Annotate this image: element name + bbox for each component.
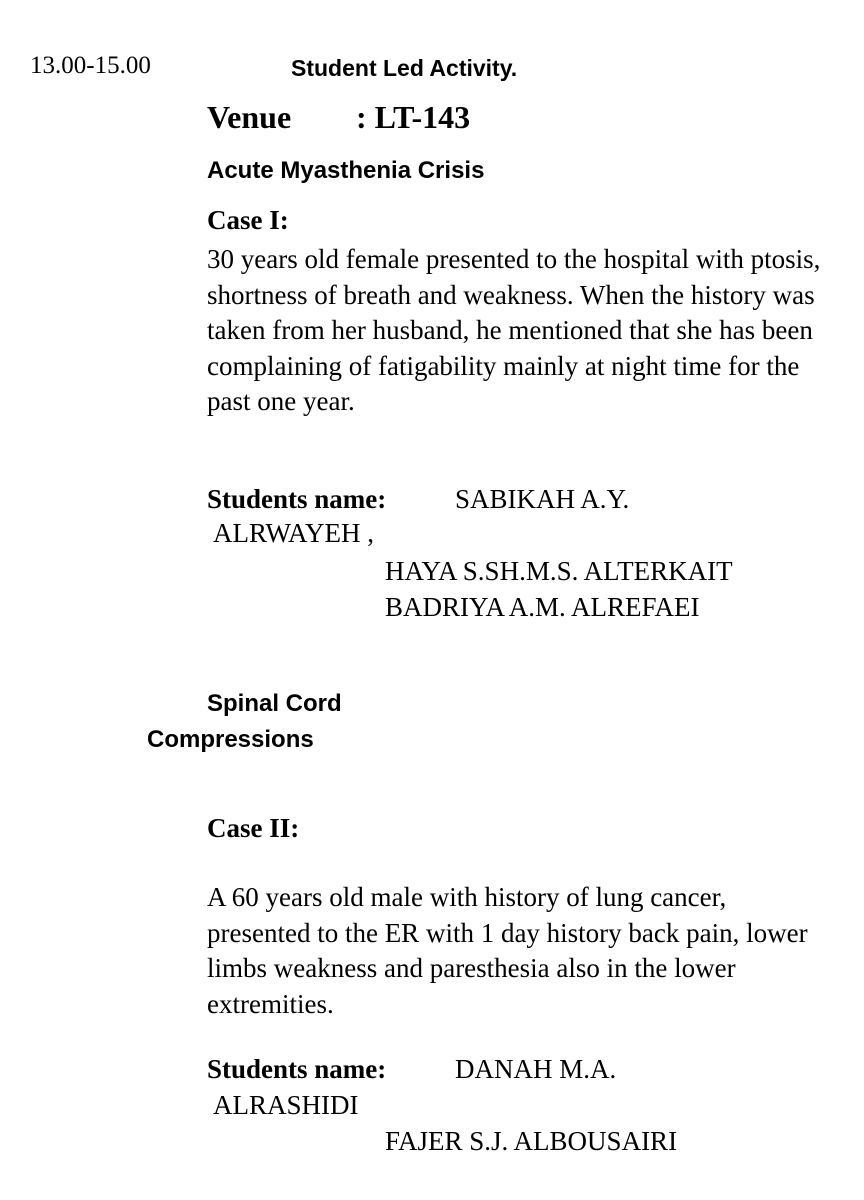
case-2-student-1-name-line-2: ALRASHIDI	[213, 1090, 359, 1120]
case-1-label: Case I:	[207, 205, 289, 235]
case-2-topic-line-1: Spinal Cord	[207, 690, 342, 717]
venue-value: : LT-143	[356, 99, 471, 135]
case-1-students-label: Students name:	[207, 484, 387, 514]
case-2-description: A 60 years old male with history of lung cancer, presented to the ER with 1 day history back pain, lower limbs weakness and paresthesia also in the lower extremities.	[207, 882, 808, 1019]
case-1-student-1-name-line-2: ALRWAYEH ,	[213, 518, 375, 548]
session-time: 13.00-15.00	[30, 52, 151, 79]
case-2-topic-line-2: Compressions	[147, 726, 314, 753]
case-2-label: Case II:	[207, 813, 300, 843]
case-1-description: 30 years old female presented to the hospital with ptosis, shortness of breath and weakness. When the history was taken from her husband, he mentioned that she has been complaining of fatigability mainly at night time for the past one year.	[207, 244, 821, 416]
session-title: Student Led Activity.	[291, 55, 518, 81]
case-1-student-1-name-line-1: SABIKAH A.Y.	[455, 484, 630, 514]
case-2-students-label: Students name:	[207, 1054, 387, 1084]
case-1-student-3-name: BADRIYA A.M. ALREFAEI	[385, 592, 700, 622]
case-2-student-1-name-line-1: DANAH M.A.	[455, 1054, 617, 1084]
case-2-student-2-name: FAJER S.J. ALBOUSAIRI	[385, 1126, 678, 1156]
venue-label: Venue	[207, 99, 292, 135]
case-1-student-2-name: HAYA S.SH.M.S. ALTERKAIT	[385, 556, 733, 586]
case-1-topic: Acute Myasthenia Crisis	[207, 157, 485, 184]
